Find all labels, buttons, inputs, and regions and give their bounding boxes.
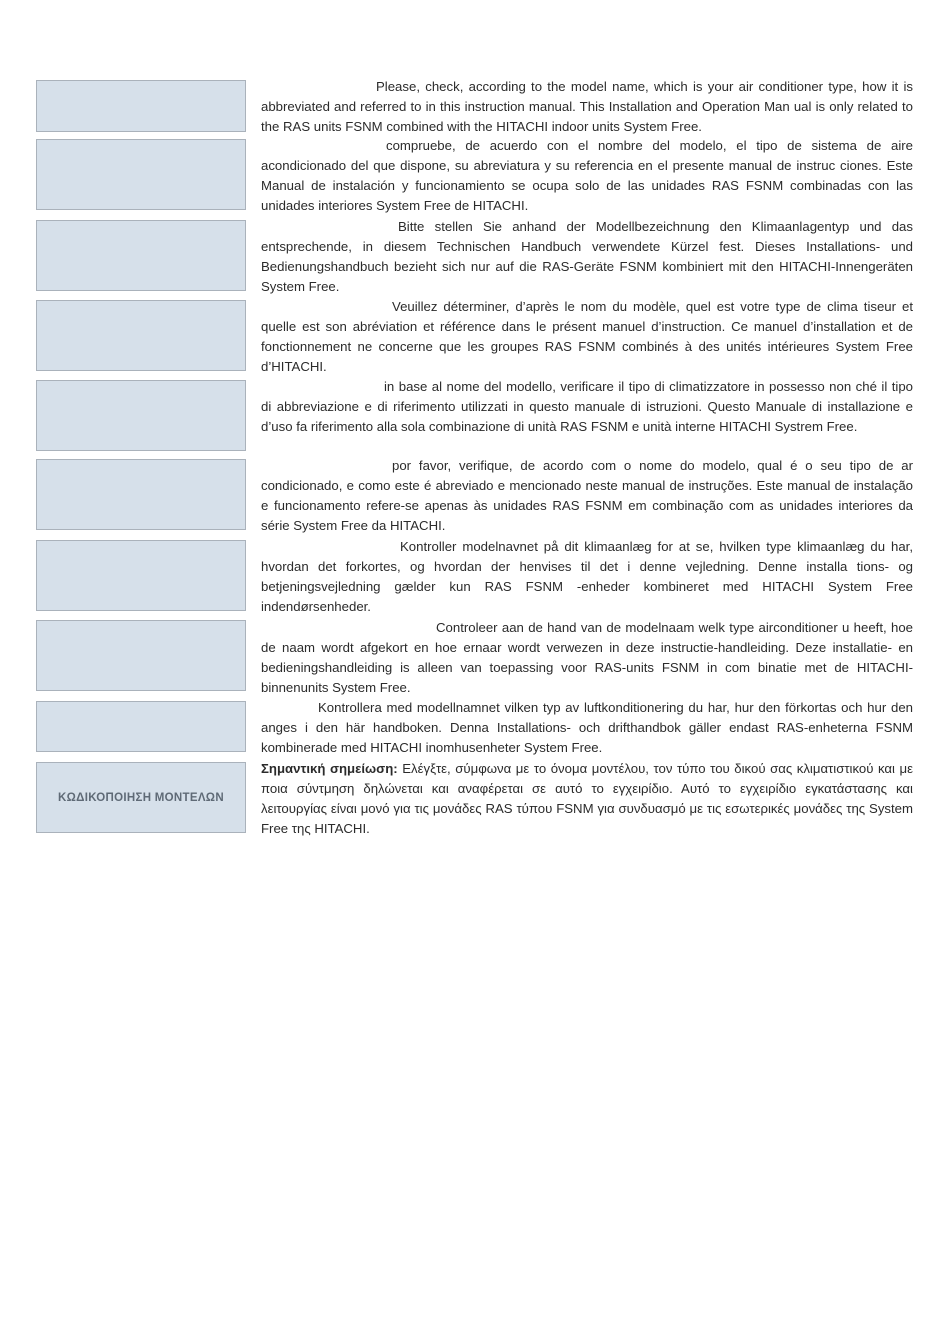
- sidebar-box-french: [36, 300, 246, 371]
- sidebar-box-english: [36, 80, 246, 132]
- sidebar-box-dutch: [36, 620, 246, 691]
- paragraph-swedish: Kontrollera med modellnamnet vilken typ av luftkonditionering du har, hur den förkortas och hur den anges i den här handboken. Denna Installations- och drifthandbok gäller endast RAS-enheterna FSNM kombinerade med HITACHI inomhusenheter System Free.: [261, 700, 913, 755]
- sidebar-box-swedish: [36, 701, 246, 752]
- sidebar-box-greek: [36, 762, 246, 833]
- sidebar-box-italian: [36, 380, 246, 451]
- sidebar-box-spanish: [36, 139, 246, 210]
- paragraph-danish: Kontroller modelnavnet på dit klimaanlæg for at se, hvilken type klimaanlæg du har, hvordan det forkortes, og hvordan der henvises til det i denne vejledning. Denne installa tions- og betjeningsvejledning gælder kun RAS FSNM -enheder kombineret med HITACHI System Free indendørsenheder.: [261, 539, 913, 614]
- paragraph-dutch: Controleer aan de hand van de modelnaam welk type airconditioner u heeft, hoe de naam wordt afgekort en hoe ernaar wordt verwezen in deze instructie-handleiding. Deze installatie- en bedieningshandleiding is alleen van toepassing voor RAS-units FSNM in com binatie met de HITACHI-binnenunits System Free.: [261, 620, 913, 695]
- greek-paragraph-text: Ελέγξτε, σύμφωνα με το όνομα μοντέλου, τον τύπο του δικού σας κλιματιστικού και με ποια σύντμηση δηλώνεται και αναφέρεται σε αυτό το εγχειρίδιο. Αυτό το εγχειρίδιο εγκατάστασης και λειτουργίας είναι μονό για τις μονάδες RAS τύπου FSNM για συνδυασμό με τις εσωτερικές μονάδες της System Free της HITACHI.: [261, 761, 913, 836]
- paragraph-german: Bitte stellen Sie anhand der Modellbezeichnung den Klimaanlagentyp und das entsprechende, in diesem Technischen Handbuch verwendete Kürzel fest. Dieses Installations- und Bedienungshandbuch bezieht sich nur auf die RAS-Geräte FSNM kombiniert mit den HITACHI-Innengeräten System Free.: [261, 219, 913, 294]
- greek-important-note-label: Σημαντική σημείωση:: [261, 761, 398, 776]
- paragraph-italian: in base al nome del modello, verificare il tipo di climatizzatore in possesso non ché il tipo di abbreviazione e di riferimento utilizzati in questo manuale di istruzioni. Questo Manuale di installazione e d’uso fa riferimento alla sola combinazione di unità RAS FSNM e unità interne HITACHI Systrem Free.: [261, 379, 913, 434]
- paragraph-english: Please, check, according to the model name, which is your air conditioner type, how it is abbreviated and referred to in this instruction manual. This Installation and Operation Man ual is only related to the RAS units FSNM combined with the HITACHI indoor units System Free.: [261, 79, 913, 134]
- sidebar-box-danish: [36, 540, 246, 611]
- paragraph-portuguese: por favor, verifique, de acordo com o nome do modelo, qual é o seu tipo de ar condicionado, e como este é abreviado e mencionado neste manual de instruções. Este manual de instalação e funcionamento refere-se apenas às unidades RAS FSNM em combinação com as unidades interiores da série System Free da HITACHI.: [261, 458, 913, 533]
- sidebar-box-german: [36, 220, 246, 291]
- sidebar-box-label-greek: ΚΩΔΙΚΟΠΟΙΗΣΗ ΜΟΝΤΕΛΩΝ: [58, 791, 224, 804]
- paragraph-french: Veuillez déterminer, d’après le nom du modèle, quel est votre type de clima tiseur et quelle est son abréviation et référence dans le présent manuel d’instruction. Ce manuel d’installation et de fonctionnement ne concerne que les groupes RAS FSNM combinés à des unités intérieures System Free d’HITACHI.: [261, 299, 913, 374]
- paragraph-greek: [261, 759, 913, 839]
- sidebar-box-portuguese: [36, 459, 246, 530]
- paragraph-spanish: compruebe, de acuerdo con el nombre del modelo, el tipo de sistema de aire acondicionado del que dispone, su abreviatura y su referencia en el presente manual de instruc ciones. Este Manual de instalación y funcionamiento se ocupa solo de las unidades RAS FSNM combinadas con las unidades interiores System Free de HITACHI.: [261, 138, 913, 213]
